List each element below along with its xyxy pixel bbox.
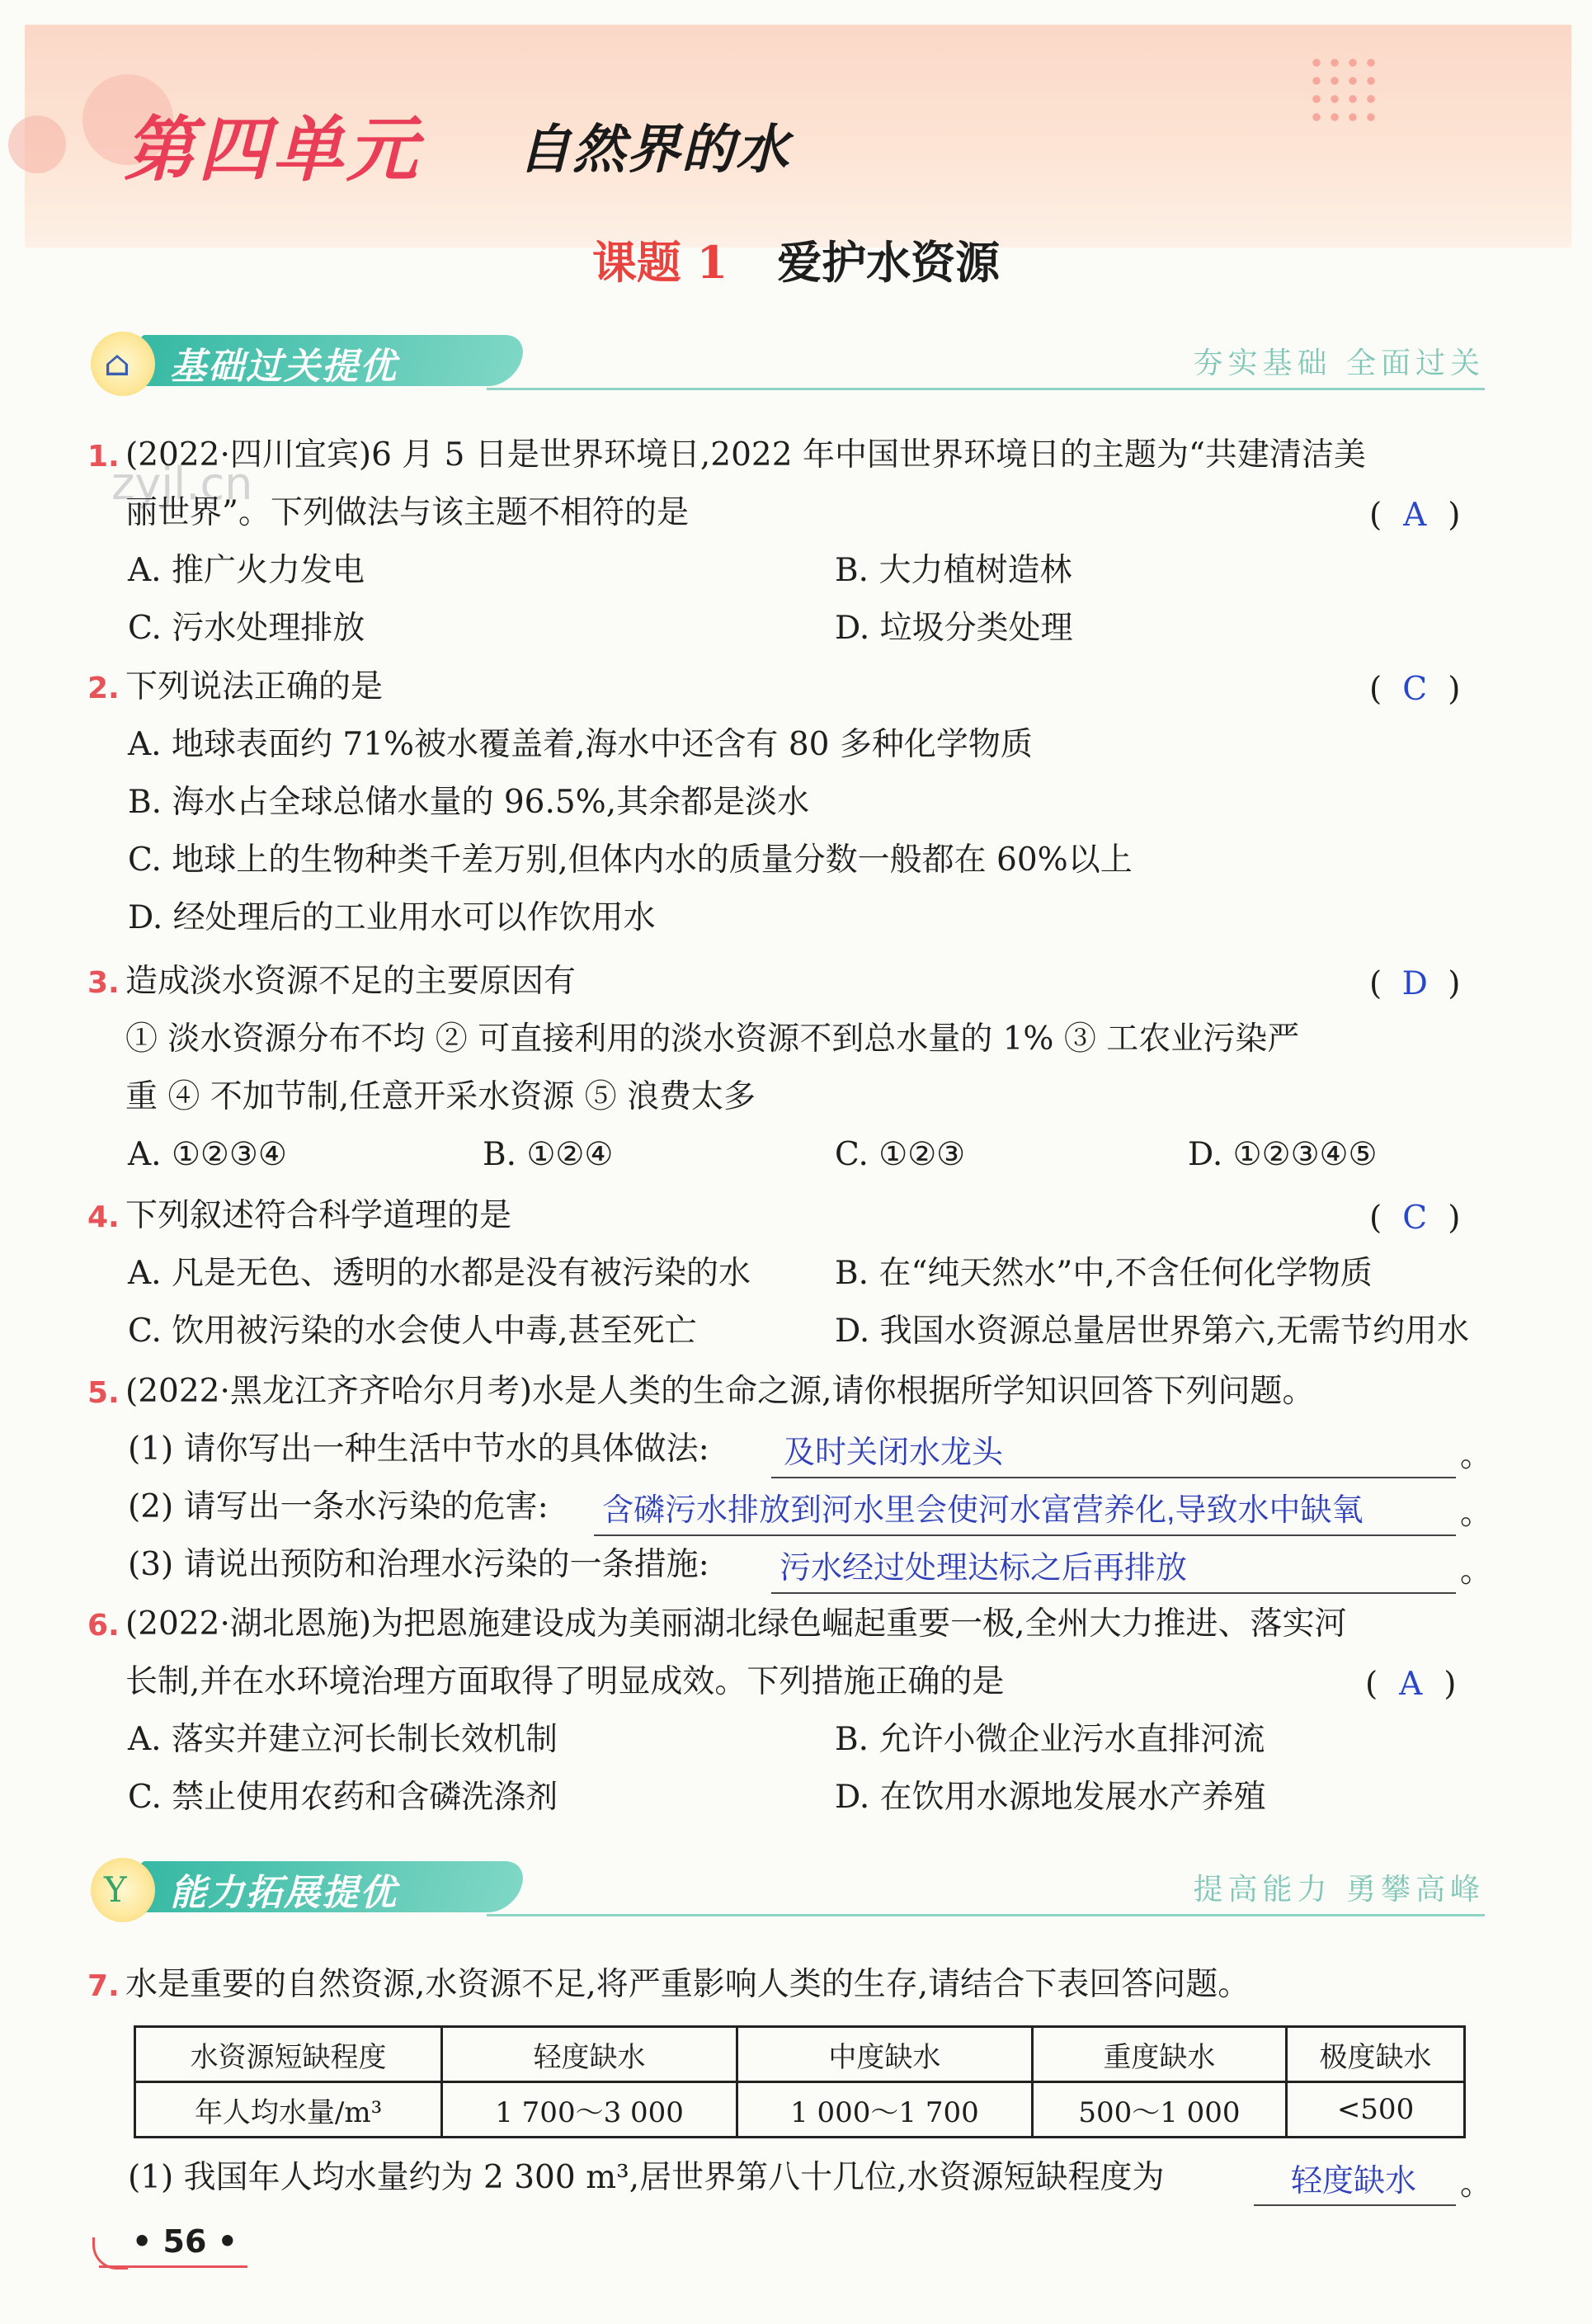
- q5-part1-end: 。: [1460, 1437, 1493, 1474]
- q2-option-d: D. 经处理后的工业用水可以作饮用水: [128, 899, 656, 936]
- q6-stem-line1: (2022·湖北恩施)为把恩施建设成为美丽湖北绿色崛起重要一极,全州大力推进、落实河: [125, 1605, 1347, 1643]
- question-number: 4.: [87, 1200, 120, 1234]
- lesson-title: 爱护水资源: [777, 236, 1001, 289]
- q1-option-a: A. 推广火力发电: [128, 552, 365, 589]
- q3-answer: D: [1401, 965, 1428, 1002]
- table-cell: 重度缺水: [1032, 2027, 1286, 2082]
- question-number: 7.: [87, 1969, 120, 2003]
- q6-answer-paren: ( A ): [1365, 1666, 1457, 1703]
- q3-answer-paren: ( D ): [1369, 965, 1461, 1002]
- question-number: 1.: [87, 440, 120, 474]
- q4-option-c: C. 饮用被污染的水会使人中毒,甚至死亡: [128, 1313, 697, 1350]
- water-shortage-table: [134, 2025, 1466, 2138]
- decor-dots: [1307, 54, 1382, 128]
- table-row: [135, 2082, 1465, 2138]
- q2-option-a: A. 地球表面约 71%被水覆盖着,海水中还含有 80 多种化学物质: [128, 726, 1033, 763]
- table-cell: 年人均水量/m³: [135, 2082, 442, 2138]
- table-cell: 1 000～1 700: [737, 2082, 1033, 2138]
- section-basic-header: [91, 328, 1485, 394]
- section-ability-header: [91, 1855, 1485, 1921]
- q4-option-b: B. 在“纯天然水”中,不含任何化学物质: [835, 1255, 1373, 1292]
- q1-option-b: B. 大力植树造林: [835, 552, 1072, 589]
- q5-part3: (3) 请说出预防和治理水污染的一条措施:: [128, 1546, 709, 1583]
- table-cell: 500～1 000: [1032, 2082, 1286, 2138]
- unit-title: 第四单元: [124, 109, 421, 191]
- table-cell: 水资源短缺程度: [135, 2027, 442, 2082]
- sprout-icon: Y: [91, 1858, 155, 1922]
- table-cell: 轻度缺水: [442, 2027, 737, 2082]
- section-title: 能力拓展提优: [170, 1872, 398, 1914]
- page-underline: [99, 2265, 247, 2268]
- q1-option-c: C. 污水处理排放: [128, 610, 365, 647]
- q3-option-a: A. ①②③④: [128, 1136, 287, 1173]
- question-number: 5.: [87, 1376, 120, 1410]
- q4-answer-paren: ( C ): [1369, 1200, 1461, 1237]
- q6-option-b: B. 允许小微企业污水直排河流: [835, 1721, 1265, 1758]
- q7-part1-end: 。: [1460, 2166, 1493, 2203]
- section-divider: [487, 1914, 1485, 1916]
- q4-option-a: A. 凡是无色、透明的水都是没有被污染的水: [128, 1255, 751, 1292]
- q4-option-d: D. 我国水资源总量居世界第六,无需节约用水: [835, 1313, 1470, 1350]
- q6-option-d: D. 在饮用水源地发展水产养殖: [835, 1779, 1266, 1816]
- q1-answer-paren: ( A ): [1369, 497, 1461, 534]
- q1-option-d: D. 垃圾分类处理: [835, 610, 1073, 647]
- page-number: • 56 •: [132, 2223, 238, 2260]
- q6-option-a: A. 落实并建立河长制长效机制: [128, 1721, 558, 1758]
- question-number: 6.: [87, 1609, 120, 1643]
- q3-option-c: C. ①②③: [835, 1136, 966, 1173]
- q2-option-c: C. 地球上的生物种类千差万别,但体内水的质量分数一般都在 60%以上: [128, 841, 1133, 879]
- table-cell: <500: [1287, 2082, 1465, 2138]
- section-slogan: 提高能力 勇攀高峰: [1193, 1873, 1485, 1907]
- table-cell: 1 700～3 000: [442, 2082, 737, 2138]
- lesson-title-row: [0, 228, 1592, 291]
- q3-option-b: B. ①②④: [483, 1136, 614, 1173]
- q1-stem-line2: 丽世界”。下列做法与该主题不相符的是: [125, 494, 689, 531]
- house-icon: ⌂: [91, 332, 155, 396]
- table-row: [135, 2027, 1465, 2082]
- q3-option-d: D. ①②③④⑤: [1188, 1136, 1378, 1173]
- answer-underline: [771, 1592, 1456, 1594]
- q5-part3-end: 。: [1460, 1553, 1493, 1590]
- q2-answer: C: [1402, 671, 1428, 708]
- q4-stem: 下列叙述符合科学道理的是: [125, 1197, 512, 1234]
- q3-reasons-line2: 重 ④ 不加节制,任意开采水资源 ⑤ 浪费太多: [125, 1078, 756, 1115]
- q5-part2-end: 。: [1460, 1495, 1493, 1532]
- unit-subtitle: 自然界的水: [518, 120, 790, 181]
- q5-part3-answer: 污水经过处理达标之后再排放: [780, 1551, 1188, 1586]
- q6-answer: A: [1399, 1666, 1423, 1703]
- q7-stem: 水是重要的自然资源,水资源不足,将严重影响人类的生存,请结合下表回答问题。: [125, 1966, 1251, 2003]
- q5-part2-answer: 含磷污水排放到河水里会使河水富营养化,导致水中缺氧: [602, 1493, 1364, 1528]
- q1-answer: A: [1403, 497, 1427, 534]
- q6-stem-line2: 长制,并在水环境治理方面取得了明显成效。下列措施正确的是: [125, 1663, 1005, 1700]
- q6-option-c: C. 禁止使用农药和含磷洗涤剂: [128, 1779, 558, 1816]
- q2-stem: 下列说法正确的是: [125, 668, 384, 705]
- table-cell: 极度缺水: [1287, 2027, 1465, 2082]
- q7-part1: (1) 我国年人均水量约为 2 300 m³,居世界第八十几位,水资源短缺程度为: [128, 2159, 1165, 2196]
- q3-reasons-line1: ① 淡水资源分布不均 ② 可直接利用的淡水资源不到总水量的 1% ③ 工农业污染严: [125, 1021, 1300, 1058]
- q5-part1: (1) 请你写出一种生活中节水的具体做法:: [128, 1431, 709, 1468]
- q2-option-b: B. 海水占全球总储水量的 96.5%,其余都是淡水: [128, 784, 810, 821]
- q7-part1-answer: 轻度缺水: [1291, 2164, 1417, 2199]
- question-number: 3.: [87, 966, 120, 1000]
- lesson-number: 课题 1: [591, 236, 728, 289]
- table-cell: 中度缺水: [737, 2027, 1033, 2082]
- q5-part2: (2) 请写出一条水污染的危害:: [128, 1488, 549, 1525]
- q1-stem-line1: (2022·四川宜宾)6 月 5 日是世界环境日,2022 年中国世界环境日的主题为“共建清洁美: [125, 436, 1366, 474]
- q2-answer-paren: ( C ): [1369, 671, 1461, 708]
- section-slogan: 夯实基础 全面过关: [1193, 346, 1485, 380]
- section-divider: [487, 388, 1485, 390]
- q3-stem: 造成淡水资源不足的主要原因有: [125, 963, 577, 1000]
- answer-underline: [771, 1477, 1456, 1478]
- decor-circle: [8, 115, 66, 173]
- answer-underline: [594, 1534, 1456, 1536]
- q4-answer: C: [1402, 1200, 1428, 1237]
- section-title: 基础过关提优: [170, 346, 398, 388]
- answer-underline: [1254, 2204, 1456, 2206]
- watermark: zyjl.cn: [111, 458, 253, 510]
- question-number: 2.: [87, 672, 120, 705]
- q5-part1-answer: 及时关闭水龙头: [784, 1435, 1004, 1470]
- q5-stem: (2022·黑龙江齐齐哈尔月考)水是人类的生命之源,请你根据所学知识回答下列问题。: [125, 1373, 1315, 1410]
